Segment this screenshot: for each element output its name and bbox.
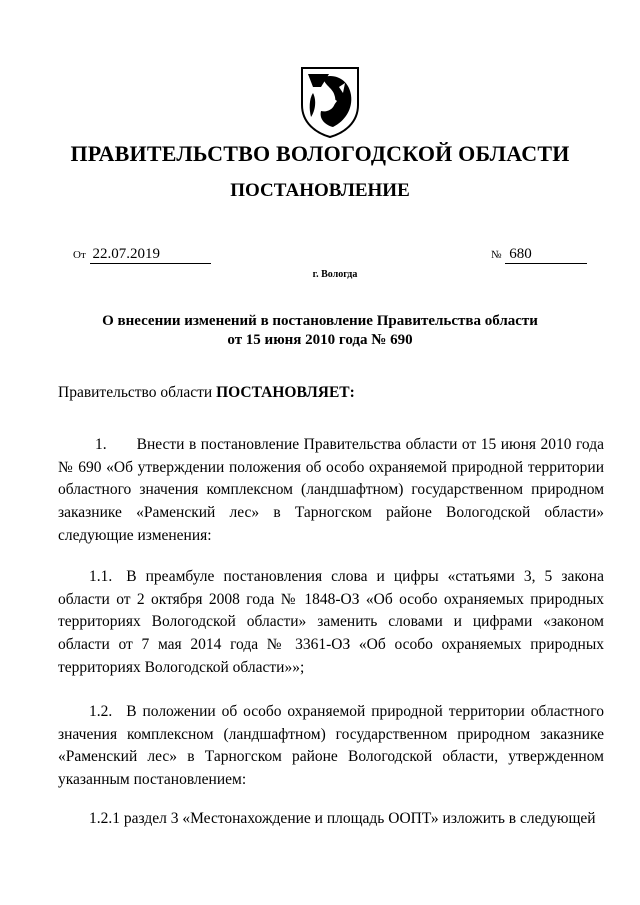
paragraph-number: 1.1.: [89, 568, 113, 585]
document-number: [491, 246, 587, 264]
document-date: [73, 246, 211, 264]
paragraph-number: 1.2.: [89, 703, 113, 720]
paragraph-1-2: [58, 701, 604, 792]
preamble-bold: ПОСТАНОВЛЯЕТ:: [216, 384, 355, 401]
document-type: ПОСТАНОВЛЕНИЕ: [230, 180, 410, 201]
city-label: г. Вологда: [312, 269, 358, 280]
number-value: 680: [505, 246, 587, 264]
paragraph-text: Внести в постановление Правительства области от 15 июня 2010 года № 690 «Об утверждении положения об особо охраняемой природной территории областного значения комплексном (ландшафтном) государственном природном заказнике «Раменский лес» в Тарногском районе Вологодской области» следующие изменения:: [58, 436, 604, 544]
preamble-text: Правительство области: [58, 384, 217, 401]
number-prefix: №: [491, 249, 502, 261]
date-prefix: От: [73, 249, 86, 261]
paragraph-1: [58, 434, 604, 548]
subject-line-2: от 15 июня 2010 года № 690: [227, 332, 413, 348]
coat-of-arms-emblem: [299, 65, 361, 139]
paragraph-number: 1.2.1: [89, 810, 120, 827]
paragraph-text: В положении об особо охраняемой природной территории областного значения комплексном (ландшафтном) государственном природном заказнике «Раменский лес» в Тарногском районе Вологодской области, утвержденном указанным постановлением:: [58, 703, 604, 789]
subject-line-1: О внесении изменений в постановление Правительства области: [102, 313, 538, 329]
document-subject: [0, 312, 640, 350]
paragraph-text: В преамбуле постановления слова и цифры «статьями 3, 5 закона области от 2 октября 2008 года № 1848-ОЗ «Об особо охраняемых природных территориях Вологодской области» заменить словами и цифрами «законом области от 7 мая 2014 года № 3361-ОЗ «Об особо охраняемых природных территориях Вологодской области»»;: [58, 568, 604, 676]
paragraph-1-2-1: [58, 808, 604, 831]
paragraph-1-1: [58, 566, 604, 680]
preamble: [58, 384, 355, 402]
government-title: ПРАВИТЕЛЬСТВО ВОЛОГОДСКОЙ ОБЛАСТИ: [70, 141, 570, 166]
paragraph-text: раздел 3 «Местонахождение и площадь ООПТ» изложить в следующей: [123, 810, 596, 827]
date-value: 22.07.2019: [90, 246, 211, 264]
paragraph-number: 1.: [95, 436, 107, 453]
